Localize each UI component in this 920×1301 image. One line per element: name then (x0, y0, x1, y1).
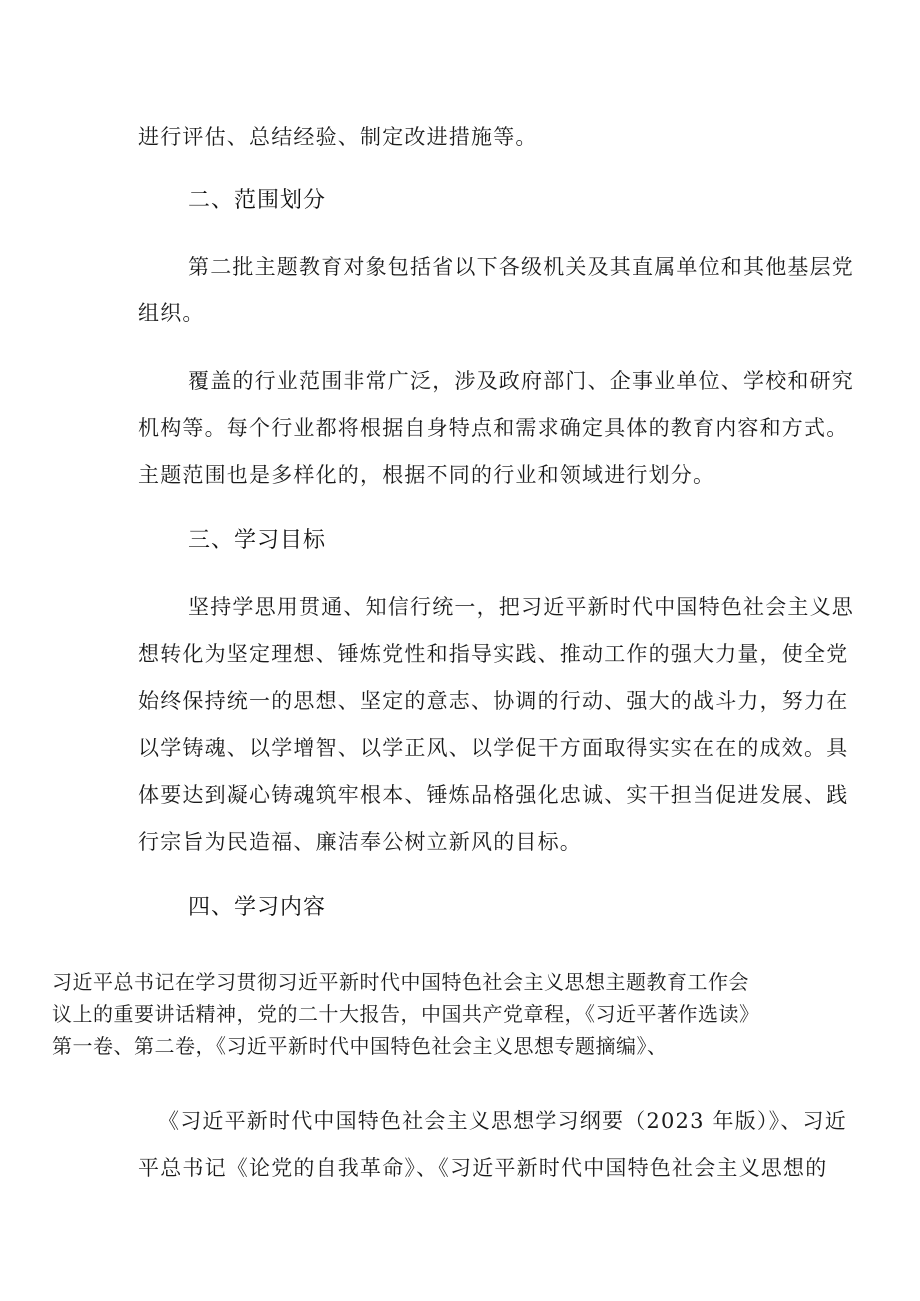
paragraph-line: 行宗旨为民造福、廉洁奉公树立新风的目标。 (138, 830, 582, 854)
content-block-paragraph: 习近平总书记在学习贯彻习近平新时代中国特色社会主义思想主题教育工作会议上的重要讲话精神，党的二十大报告，中国共产党章程，《习近平著作选读》第一卷、第二卷，《习近平新时代中国特色社会主义思想专题摘编》、 (52, 970, 750, 1058)
paragraph-line: 第二批主题教育对象包括省以下各级机关及其直属单位和其他基层党 (188, 255, 854, 279)
section-heading-goals: 三、学习目标 (188, 528, 327, 553)
intro-tail-line: 进行评估、总结经验、制定改进措施等。 (138, 125, 538, 149)
paragraph-line: 机构等。每个行业都将根据自身特点和需求确定具体的教育内容和方式。 (138, 416, 849, 440)
paragraph-line: 体要达到凝心铸魂筑牢根本、锤炼品格强化忠诚、实干担当促进发展、践 (138, 783, 849, 807)
paragraph-line: 组织。 (138, 301, 205, 325)
paragraph-line: 覆盖的行业范围非常广泛，涉及政府部门、企事业单位、学校和研究 (188, 369, 854, 393)
paragraph-line: 《习近平新时代中国特色社会主义思想学习纲要（2023 年版）》、习近 (158, 1109, 847, 1133)
section-heading-content: 四、学习内容 (188, 895, 327, 920)
paragraph-line: 以学铸魂、以学增智、以学正风、以学促干方面取得实实在在的成效。具 (138, 736, 849, 760)
paragraph-line: 始终保持统一的思想、坚定的意志、协调的行动、强大的战斗力，努力在 (138, 689, 849, 713)
section-heading-scope: 二、范围划分 (188, 188, 327, 213)
paragraph-line: 想转化为坚定理想、锤炼党性和指导实践、推动工作的强大力量，使全党 (138, 642, 849, 666)
paragraph-line: 平总书记《论党的自我革命》、《习近平新时代中国特色社会主义思想的 (138, 1156, 828, 1180)
paragraph-line: 主题范围也是多样化的，根据不同的行业和领域进行划分。 (138, 463, 716, 487)
paragraph-line: 坚持学思用贯通、知信行统一，把习近平新时代中国特色社会主义思 (188, 595, 854, 619)
